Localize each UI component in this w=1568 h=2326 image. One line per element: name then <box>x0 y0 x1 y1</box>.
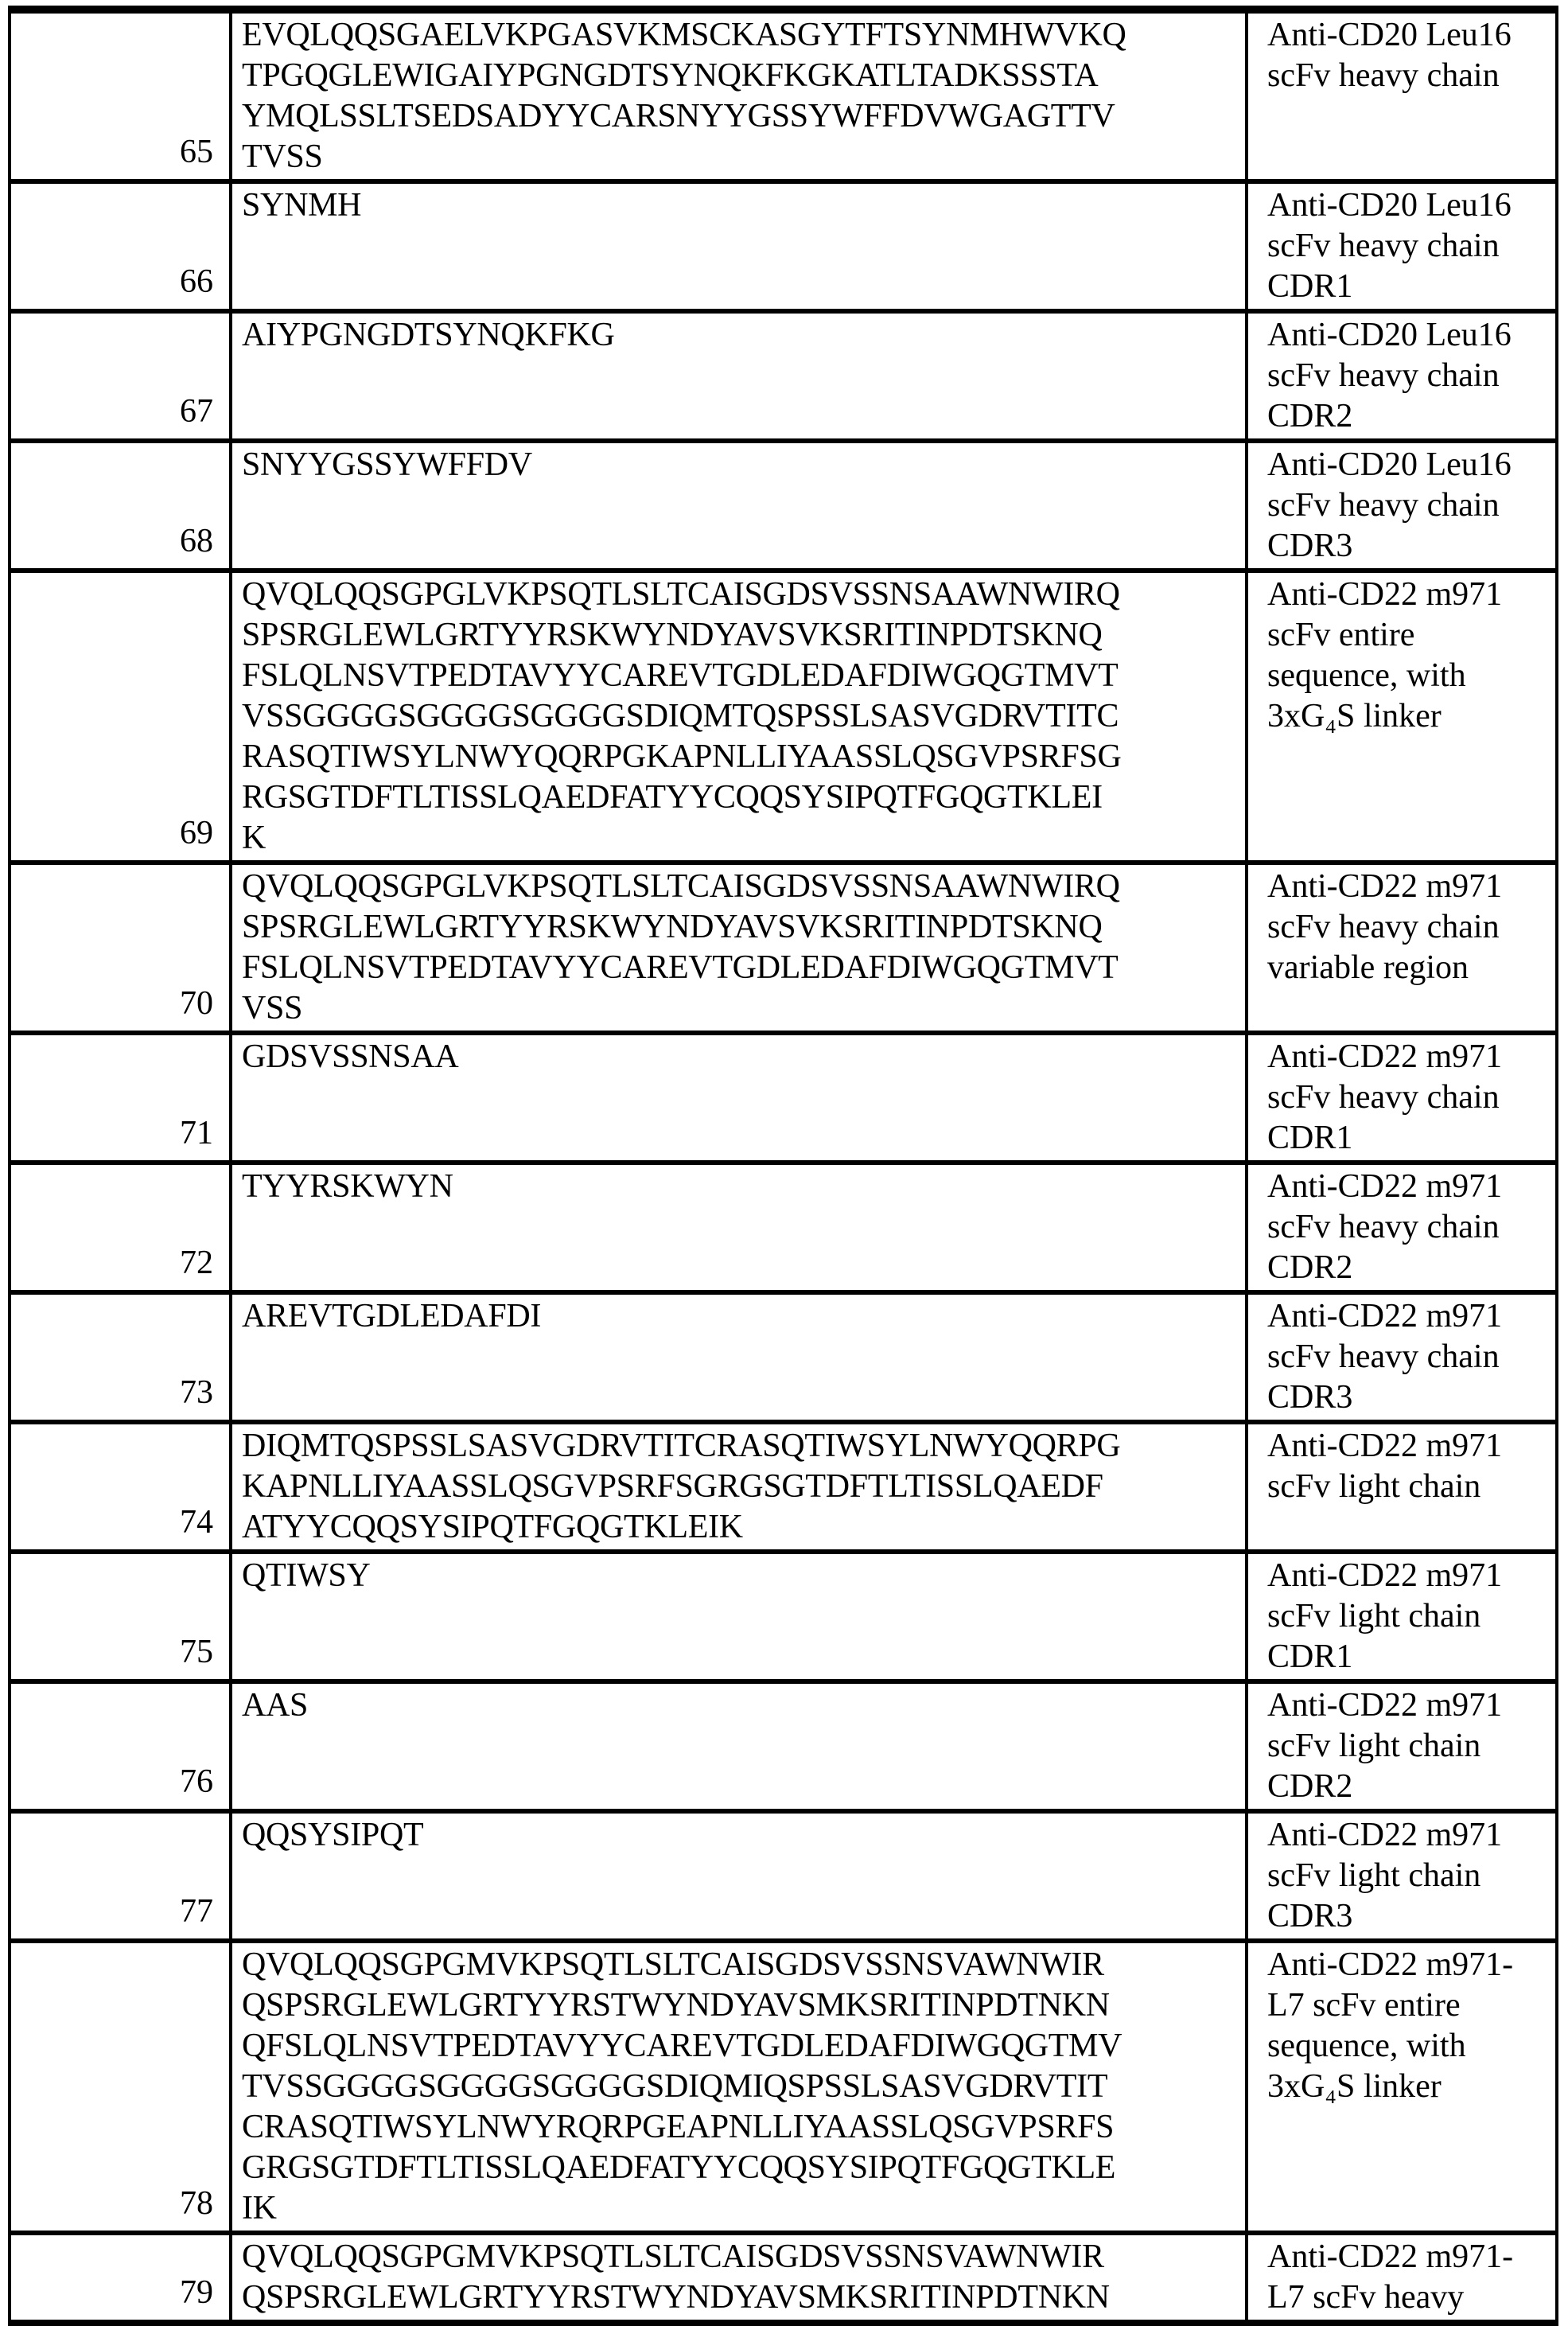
table-row <box>10 863 1557 1033</box>
seq-id-cell: 76 <box>10 1681 231 1811</box>
description-cell: Anti-CD22 m971 scFv heavy chain CDR1 <box>1247 1033 1557 1163</box>
sequence-cell: DIQMTQSPSSLSASVGDRVTITCRASQTIWSYLNWYQQRPG KAPNLLIYAASSLQSGVPSRFSGRGSGTDFTLTISSLQAEDF ATYYCQQSYSIPQTFGQGTKLEIK <box>231 1422 1247 1552</box>
seq-id-cell: 68 <box>10 441 231 571</box>
table-row <box>10 1422 1557 1552</box>
table-row <box>10 1292 1557 1422</box>
description-cell: Anti-CD20 Leu16 scFv heavy chain CDR2 <box>1247 311 1557 441</box>
description-cell: Anti-CD22 m971 scFv heavy chain variable region <box>1247 863 1557 1033</box>
seq-id-cell: 74 <box>10 1422 231 1552</box>
table-row <box>10 2233 1557 2323</box>
description-cell: Anti-CD20 Leu16 scFv heavy chain CDR1 <box>1247 181 1557 311</box>
description-cell: Anti-CD22 m971 scFv heavy chain CDR3 <box>1247 1292 1557 1422</box>
sequence-cell: SYNMH <box>231 181 1247 311</box>
sequence-cell: QVQLQQSGPGLVKPSQTLSLTCAISGDSVSSNSAAWNWIRQ SPSRGLEWLGRTYYRSKWYNDYAVSVKSRITINPDTSKNQ FSLQLNSVTPEDTAVYYCAREVTGDLEDAFDIWGQGTMVT VSS <box>231 863 1247 1033</box>
seq-id-cell: 77 <box>10 1811 231 1941</box>
sequence-cell: QVQLQQSGPGMVKPSQTLSLTCAISGDSVSSNSVAWNWIR QSPSRGLEWLGRTYYRSTWYNDYAVSMKSRITINPDTNKN QFSLQLNSVTPEDTAVYYCAREVTGDLEDAFDIWGQGTMV TVSSGGGGSGGGGSGGGGSDIQMIQSPSSLSASVGDRVTIT CRASQTIWSYLNWYRQRPGEAPNLLIYAASSLQSGVPSRFS GRGSGTDFTLTISSLQAEDFATYYCQQSYSIPQTFGQGTKLE IK <box>231 1941 1247 2233</box>
seq-id-cell: 78 <box>10 1941 231 2233</box>
description-cell: Anti-CD22 m971 scFv light chain CDR2 <box>1247 1681 1557 1811</box>
sequence-cell: EVQLQQSGAELVKPGASVKMSCKASGYTFTSYNMHWVKQ TPGQGLEWIGAIYPGNGDTSYNQKFKGKATLTADKSSSTA YMQLSSLTSEDSADYYCARSNYYGSSYWFFDVWGAGTTV TVSS <box>231 10 1247 181</box>
description-cell: Anti-CD22 m971- L7 scFv entire sequence, with 3xG₄S linker <box>1247 1941 1557 2233</box>
description-cell: Anti-CD22 m971 scFv light chain CDR1 <box>1247 1552 1557 1681</box>
table-row <box>10 311 1557 441</box>
table-row <box>10 1552 1557 1681</box>
seq-id-cell: 70 <box>10 863 231 1033</box>
seq-id-cell: 75 <box>10 1552 231 1681</box>
sequence-cell: QVQLQQSGPGLVKPSQTLSLTCAISGDSVSSNSAAWNWIRQ SPSRGLEWLGRTYYRSKWYNDYAVSVKSRITINPDTSKNQ FSLQLNSVTPEDTAVYYCAREVTGDLEDAFDIWGQGTMVT VSSGGGGSGGGGSGGGGSDIQMTQSPSSLSASVGDRVTITC RASQTIWSYLNWYQQRPGKAPNLLIYAASSLQSGVPSRFSG RGSGTDFTLTISSLQAEDFATYYCQQSYSIPQTFGQGTKLEI K <box>231 571 1247 863</box>
seq-id-cell: 69 <box>10 571 231 863</box>
table-row <box>10 1811 1557 1941</box>
description-cell: Anti-CD22 m971 scFv light chain CDR3 <box>1247 1811 1557 1941</box>
description-cell: Anti-CD22 m971 scFv light chain <box>1247 1422 1557 1552</box>
sequence-cell: QVQLQQSGPGMVKPSQTLSLTCAISGDSVSSNSVAWNWIR QSPSRGLEWLGRTYYRSTWYNDYAVSMKSRITINPDTNKN <box>231 2233 1247 2323</box>
seq-id-cell: 79 <box>10 2233 231 2323</box>
seq-id-cell: 71 <box>10 1033 231 1163</box>
table-row <box>10 1681 1557 1811</box>
seq-id-cell: 72 <box>10 1163 231 1292</box>
seq-id-cell: 67 <box>10 311 231 441</box>
sequence-cell: AREVTGDLEDAFDI <box>231 1292 1247 1422</box>
sequence-cell: AIYPGNGDTSYNQKFKG <box>231 311 1247 441</box>
description-cell: Anti-CD20 Leu16 scFv heavy chain CDR3 <box>1247 441 1557 571</box>
sequence-cell: GDSVSSNSAA <box>231 1033 1247 1163</box>
seq-id-cell: 73 <box>10 1292 231 1422</box>
description-cell: Anti-CD22 m971 scFv entire sequence, with 3xG₄S linker <box>1247 571 1557 863</box>
sequence-listing-table <box>8 6 1558 2326</box>
table-row <box>10 181 1557 311</box>
description-cell: Anti-CD20 Leu16 scFv heavy chain <box>1247 10 1557 181</box>
seq-id-cell: 66 <box>10 181 231 311</box>
sequence-table-body <box>10 10 1557 2323</box>
seq-id-cell: 65 <box>10 10 231 181</box>
table-row <box>10 10 1557 181</box>
sequence-cell: QQSYSIPQT <box>231 1811 1247 1941</box>
sequence-cell: SNYYGSSYWFFDV <box>231 441 1247 571</box>
sequence-cell: TYYRSKWYN <box>231 1163 1247 1292</box>
sequence-cell: QTIWSY <box>231 1552 1247 1681</box>
table-row <box>10 571 1557 863</box>
table-row <box>10 1941 1557 2233</box>
table-row <box>10 441 1557 571</box>
sequence-cell: AAS <box>231 1681 1247 1811</box>
description-cell: Anti-CD22 m971 scFv heavy chain CDR2 <box>1247 1163 1557 1292</box>
description-cell: Anti-CD22 m971- L7 scFv heavy <box>1247 2233 1557 2323</box>
table-row <box>10 1033 1557 1163</box>
table-row <box>10 1163 1557 1292</box>
